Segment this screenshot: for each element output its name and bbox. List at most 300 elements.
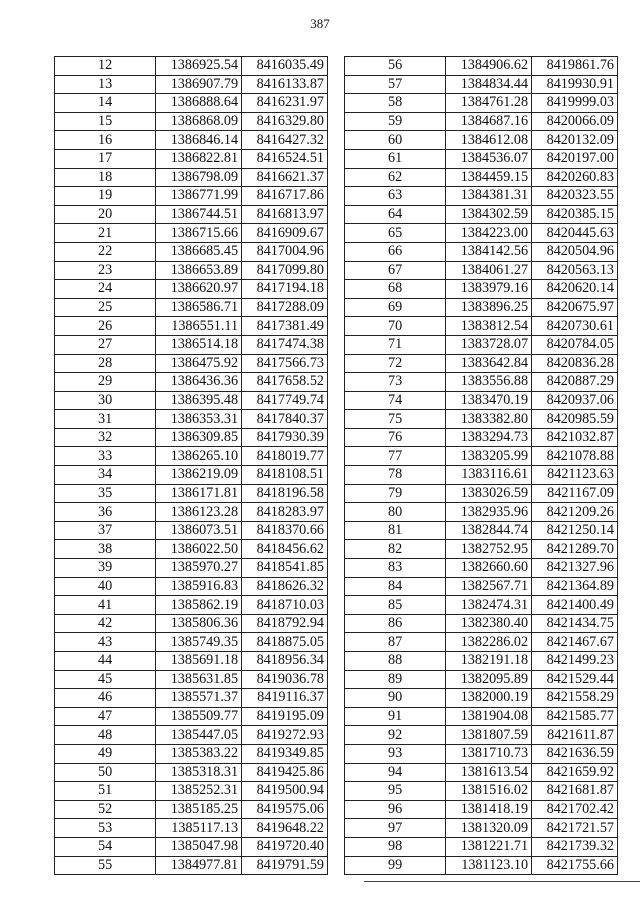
y-coordinate-cell: 8419930.91: [532, 75, 618, 94]
table-row: [345, 242, 618, 261]
table-row: [345, 391, 618, 410]
table-row: [345, 298, 618, 317]
point-number-cell: 26: [55, 317, 156, 336]
x-coordinate-cell: 1384612.08: [446, 131, 532, 150]
y-coordinate-cell: 8420985.59: [532, 410, 618, 429]
point-number-cell: 42: [55, 614, 156, 633]
table-row: [55, 112, 328, 131]
x-coordinate-cell: 1385509.77: [156, 707, 242, 726]
y-coordinate-cell: 8420887.29: [532, 373, 618, 392]
x-coordinate-cell: 1384302.59: [446, 205, 532, 224]
point-number-cell: 43: [55, 633, 156, 652]
footer-rule: [364, 881, 640, 882]
point-number-cell: 63: [345, 187, 446, 206]
point-number-cell: 38: [55, 540, 156, 559]
y-coordinate-cell: 8421289.70: [532, 540, 618, 559]
y-coordinate-cell: 8419861.76: [532, 57, 618, 76]
y-coordinate-cell: 8421681.87: [532, 782, 618, 801]
point-number-cell: 83: [345, 559, 446, 578]
x-coordinate-cell: 1381710.73: [446, 744, 532, 763]
point-number-cell: 17: [55, 149, 156, 168]
x-coordinate-cell: 1381807.59: [446, 726, 532, 745]
y-coordinate-cell: 8416621.37: [242, 168, 328, 187]
y-coordinate-cell: 8416427.32: [242, 131, 328, 150]
y-coordinate-cell: 8417099.80: [242, 261, 328, 280]
x-coordinate-cell: 1386907.79: [156, 75, 242, 94]
point-number-cell: 47: [55, 707, 156, 726]
table-row: [55, 559, 328, 578]
point-number-cell: 21: [55, 224, 156, 243]
y-coordinate-cell: 8421327.96: [532, 559, 618, 578]
x-coordinate-cell: 1386888.64: [156, 94, 242, 113]
y-coordinate-cell: 8419195.09: [242, 707, 328, 726]
table-row: [55, 391, 328, 410]
table-row: [345, 559, 618, 578]
y-coordinate-cell: 8419720.40: [242, 837, 328, 856]
table-row: [345, 354, 618, 373]
table-row: [55, 410, 328, 429]
y-coordinate-cell: 8420730.61: [532, 317, 618, 336]
point-number-cell: 46: [55, 689, 156, 708]
y-coordinate-cell: 8417930.39: [242, 428, 328, 447]
table-row: [55, 577, 328, 596]
y-coordinate-cell: 8421467.67: [532, 633, 618, 652]
x-coordinate-cell: 1385047.98: [156, 837, 242, 856]
y-coordinate-cell: 8421499.23: [532, 652, 618, 671]
x-coordinate-cell: 1384834.44: [446, 75, 532, 94]
point-number-cell: 96: [345, 800, 446, 819]
x-coordinate-cell: 1381123.10: [446, 856, 532, 875]
y-coordinate-cell: 8417474.38: [242, 335, 328, 354]
y-coordinate-cell: 8419116.37: [242, 689, 328, 708]
x-coordinate-cell: 1382935.96: [446, 503, 532, 522]
y-coordinate-cell: 8420323.55: [532, 187, 618, 206]
table-row: [55, 466, 328, 485]
y-coordinate-cell: 8421585.77: [532, 707, 618, 726]
x-coordinate-cell: 1386551.11: [156, 317, 242, 336]
point-number-cell: 54: [55, 837, 156, 856]
point-number-cell: 90: [345, 689, 446, 708]
point-number-cell: 31: [55, 410, 156, 429]
y-coordinate-cell: 8420620.14: [532, 280, 618, 299]
x-coordinate-cell: 1386925.54: [156, 57, 242, 76]
table-row: [55, 242, 328, 261]
point-number-cell: 25: [55, 298, 156, 317]
point-number-cell: 99: [345, 856, 446, 875]
table-row: [55, 317, 328, 336]
point-number-cell: 80: [345, 503, 446, 522]
y-coordinate-cell: 8421400.49: [532, 596, 618, 615]
y-coordinate-cell: 8418019.77: [242, 447, 328, 466]
table-row: [55, 335, 328, 354]
point-number-cell: 84: [345, 577, 446, 596]
x-coordinate-cell: 1383205.99: [446, 447, 532, 466]
x-coordinate-cell: 1385749.35: [156, 633, 242, 652]
x-coordinate-cell: 1382567.71: [446, 577, 532, 596]
y-coordinate-cell: 8419425.86: [242, 763, 328, 782]
point-number-cell: 78: [345, 466, 446, 485]
point-number-cell: 34: [55, 466, 156, 485]
point-number-cell: 66: [345, 242, 446, 261]
point-number-cell: 51: [55, 782, 156, 801]
y-coordinate-cell: 8416329.80: [242, 112, 328, 131]
point-number-cell: 22: [55, 242, 156, 261]
y-coordinate-cell: 8417749.74: [242, 391, 328, 410]
point-number-cell: 45: [55, 670, 156, 689]
point-number-cell: 91: [345, 707, 446, 726]
y-coordinate-cell: 8417288.09: [242, 298, 328, 317]
table-row: [345, 168, 618, 187]
point-number-cell: 44: [55, 652, 156, 671]
table-row: [345, 652, 618, 671]
table-row: [345, 782, 618, 801]
point-number-cell: 56: [345, 57, 446, 76]
table-row: [55, 205, 328, 224]
y-coordinate-cell: 8418283.97: [242, 503, 328, 522]
x-coordinate-cell: 1385318.31: [156, 763, 242, 782]
x-coordinate-cell: 1383812.54: [446, 317, 532, 336]
table-row: [345, 614, 618, 633]
table-row: [345, 317, 618, 336]
table-row: [345, 856, 618, 875]
x-coordinate-cell: 1382752.95: [446, 540, 532, 559]
table-row: [345, 689, 618, 708]
point-number-cell: 50: [55, 763, 156, 782]
point-number-cell: 12: [55, 57, 156, 76]
point-number-cell: 93: [345, 744, 446, 763]
y-coordinate-cell: 8416133.87: [242, 75, 328, 94]
point-number-cell: 88: [345, 652, 446, 671]
y-coordinate-cell: 8421529.44: [532, 670, 618, 689]
x-coordinate-cell: 1386846.14: [156, 131, 242, 150]
table-row: [345, 744, 618, 763]
point-number-cell: 64: [345, 205, 446, 224]
y-coordinate-cell: 8417004.96: [242, 242, 328, 261]
table-row: [55, 837, 328, 856]
point-number-cell: 55: [55, 856, 156, 875]
y-coordinate-cell: 8416717.86: [242, 187, 328, 206]
y-coordinate-cell: 8421611.87: [532, 726, 618, 745]
x-coordinate-cell: 1385571.37: [156, 689, 242, 708]
table-row: [55, 503, 328, 522]
x-coordinate-cell: 1383642.84: [446, 354, 532, 373]
point-number-cell: 76: [345, 428, 446, 447]
y-coordinate-cell: 8418541.85: [242, 559, 328, 578]
point-number-cell: 75: [345, 410, 446, 429]
x-coordinate-cell: 1384381.31: [446, 187, 532, 206]
table-row: [345, 280, 618, 299]
x-coordinate-cell: 1383728.07: [446, 335, 532, 354]
point-number-cell: 53: [55, 819, 156, 838]
x-coordinate-cell: 1386436.36: [156, 373, 242, 392]
table-row: [345, 57, 618, 76]
y-coordinate-cell: 8420445.63: [532, 224, 618, 243]
y-coordinate-cell: 8420066.09: [532, 112, 618, 131]
table-row: [345, 410, 618, 429]
x-coordinate-cell: 1381516.02: [446, 782, 532, 801]
x-coordinate-cell: 1386620.97: [156, 280, 242, 299]
y-coordinate-cell: 8421636.59: [532, 744, 618, 763]
point-number-cell: 59: [345, 112, 446, 131]
table-row: [345, 540, 618, 559]
table-row: [345, 521, 618, 540]
point-number-cell: 77: [345, 447, 446, 466]
y-coordinate-cell: 8420197.00: [532, 149, 618, 168]
point-number-cell: 97: [345, 819, 446, 838]
table-row: [55, 75, 328, 94]
x-coordinate-cell: 1386715.66: [156, 224, 242, 243]
table-row: [345, 261, 618, 280]
x-coordinate-cell: 1383294.73: [446, 428, 532, 447]
y-coordinate-cell: 8416813.97: [242, 205, 328, 224]
y-coordinate-cell: 8419500.94: [242, 782, 328, 801]
y-coordinate-cell: 8420504.96: [532, 242, 618, 261]
x-coordinate-cell: 1386475.92: [156, 354, 242, 373]
x-coordinate-cell: 1381613.54: [446, 763, 532, 782]
point-number-cell: 37: [55, 521, 156, 540]
y-coordinate-cell: 8417194.18: [242, 280, 328, 299]
y-coordinate-cell: 8421558.29: [532, 689, 618, 708]
point-number-cell: 86: [345, 614, 446, 633]
x-coordinate-cell: 1382474.31: [446, 596, 532, 615]
page-number: 387: [310, 16, 330, 31]
y-coordinate-cell: 8421167.09: [532, 484, 618, 503]
point-number-cell: 40: [55, 577, 156, 596]
y-coordinate-cell: 8420937.06: [532, 391, 618, 410]
x-coordinate-cell: 1382660.60: [446, 559, 532, 578]
point-number-cell: 15: [55, 112, 156, 131]
y-coordinate-cell: 8421721.57: [532, 819, 618, 838]
point-number-cell: 35: [55, 484, 156, 503]
x-coordinate-cell: 1385185.25: [156, 800, 242, 819]
x-coordinate-cell: 1382380.40: [446, 614, 532, 633]
table-row: [345, 373, 618, 392]
x-coordinate-cell: 1383382.80: [446, 410, 532, 429]
x-coordinate-cell: 1384977.81: [156, 856, 242, 875]
x-coordinate-cell: 1386219.09: [156, 466, 242, 485]
point-number-cell: 82: [345, 540, 446, 559]
table-row: [345, 149, 618, 168]
x-coordinate-cell: 1386123.28: [156, 503, 242, 522]
x-coordinate-cell: 1385862.19: [156, 596, 242, 615]
y-coordinate-cell: 8417840.37: [242, 410, 328, 429]
x-coordinate-cell: 1386353.31: [156, 410, 242, 429]
table-row: [55, 57, 328, 76]
point-number-cell: 95: [345, 782, 446, 801]
x-coordinate-cell: 1386685.45: [156, 242, 242, 261]
table-row: [55, 689, 328, 708]
y-coordinate-cell: 8418456.62: [242, 540, 328, 559]
point-number-cell: 68: [345, 280, 446, 299]
x-coordinate-cell: 1383979.16: [446, 280, 532, 299]
point-number-cell: 23: [55, 261, 156, 280]
point-number-cell: 27: [55, 335, 156, 354]
point-number-cell: 74: [345, 391, 446, 410]
table-row: [345, 800, 618, 819]
table-row: [345, 112, 618, 131]
y-coordinate-cell: 8416035.49: [242, 57, 328, 76]
x-coordinate-cell: 1385806.36: [156, 614, 242, 633]
y-coordinate-cell: 8421078.88: [532, 447, 618, 466]
table-row: [55, 744, 328, 763]
y-coordinate-cell: 8418792.94: [242, 614, 328, 633]
table-row: [55, 224, 328, 243]
table-row: [345, 335, 618, 354]
point-number-cell: 67: [345, 261, 446, 280]
x-coordinate-cell: 1382191.18: [446, 652, 532, 671]
point-number-cell: 70: [345, 317, 446, 336]
point-number-cell: 16: [55, 131, 156, 150]
table-row: [55, 782, 328, 801]
x-coordinate-cell: 1384223.00: [446, 224, 532, 243]
table-row: [345, 763, 618, 782]
table-row: [55, 819, 328, 838]
table-row: [55, 596, 328, 615]
y-coordinate-cell: 8419648.22: [242, 819, 328, 838]
x-coordinate-cell: 1383470.19: [446, 391, 532, 410]
table-row: [345, 466, 618, 485]
coordinates-table-right: [344, 56, 618, 875]
point-number-cell: 20: [55, 205, 156, 224]
y-coordinate-cell: 8416909.67: [242, 224, 328, 243]
y-coordinate-cell: 8419999.03: [532, 94, 618, 113]
table-row: [55, 354, 328, 373]
table-row: [345, 596, 618, 615]
y-coordinate-cell: 8418875.05: [242, 633, 328, 652]
x-coordinate-cell: 1386265.10: [156, 447, 242, 466]
x-coordinate-cell: 1384061.27: [446, 261, 532, 280]
x-coordinate-cell: 1382000.19: [446, 689, 532, 708]
y-coordinate-cell: 8420675.97: [532, 298, 618, 317]
y-coordinate-cell: 8416231.97: [242, 94, 328, 113]
x-coordinate-cell: 1383896.25: [446, 298, 532, 317]
table-row: [345, 633, 618, 652]
table-row: [55, 633, 328, 652]
table-row: [55, 521, 328, 540]
y-coordinate-cell: 8419575.06: [242, 800, 328, 819]
x-coordinate-cell: 1384687.16: [446, 112, 532, 131]
point-number-cell: 19: [55, 187, 156, 206]
point-number-cell: 30: [55, 391, 156, 410]
y-coordinate-cell: 8419036.78: [242, 670, 328, 689]
y-coordinate-cell: 8420563.13: [532, 261, 618, 280]
x-coordinate-cell: 1385252.31: [156, 782, 242, 801]
point-number-cell: 41: [55, 596, 156, 615]
y-coordinate-cell: 8421755.66: [532, 856, 618, 875]
table-row: [55, 484, 328, 503]
table-row: [55, 131, 328, 150]
x-coordinate-cell: 1384906.62: [446, 57, 532, 76]
point-number-cell: 32: [55, 428, 156, 447]
x-coordinate-cell: 1386395.48: [156, 391, 242, 410]
table-row: [55, 94, 328, 113]
y-coordinate-cell: 8418108.51: [242, 466, 328, 485]
table-row: [55, 447, 328, 466]
x-coordinate-cell: 1386868.09: [156, 112, 242, 131]
y-coordinate-cell: 8418956.34: [242, 652, 328, 671]
x-coordinate-cell: 1382844.74: [446, 521, 532, 540]
y-coordinate-cell: 8418626.32: [242, 577, 328, 596]
table-row: [345, 670, 618, 689]
y-coordinate-cell: 8420260.83: [532, 168, 618, 187]
table-row: [55, 652, 328, 671]
table-row: [55, 280, 328, 299]
point-number-cell: 69: [345, 298, 446, 317]
x-coordinate-cell: 1386309.85: [156, 428, 242, 447]
y-coordinate-cell: 8420784.05: [532, 335, 618, 354]
point-number-cell: 24: [55, 280, 156, 299]
table-row: [345, 726, 618, 745]
x-coordinate-cell: 1385970.27: [156, 559, 242, 578]
table-row: [55, 540, 328, 559]
y-coordinate-cell: 8421250.14: [532, 521, 618, 540]
x-coordinate-cell: 1385117.13: [156, 819, 242, 838]
y-coordinate-cell: 8418370.66: [242, 521, 328, 540]
y-coordinate-cell: 8418196.58: [242, 484, 328, 503]
x-coordinate-cell: 1381320.09: [446, 819, 532, 838]
point-number-cell: 62: [345, 168, 446, 187]
y-coordinate-cell: 8419791.59: [242, 856, 328, 875]
table-row: [55, 707, 328, 726]
table-row: [55, 670, 328, 689]
coordinates-table-left: [54, 56, 328, 875]
x-coordinate-cell: 1386514.18: [156, 335, 242, 354]
x-coordinate-cell: 1385447.05: [156, 726, 242, 745]
x-coordinate-cell: 1381418.19: [446, 800, 532, 819]
y-coordinate-cell: 8418710.03: [242, 596, 328, 615]
x-coordinate-cell: 1386744.51: [156, 205, 242, 224]
table-row: [345, 707, 618, 726]
x-coordinate-cell: 1385916.83: [156, 577, 242, 596]
point-number-cell: 61: [345, 149, 446, 168]
table-row: [55, 763, 328, 782]
x-coordinate-cell: 1386022.50: [156, 540, 242, 559]
point-number-cell: 48: [55, 726, 156, 745]
point-number-cell: 71: [345, 335, 446, 354]
point-number-cell: 94: [345, 763, 446, 782]
x-coordinate-cell: 1386771.99: [156, 187, 242, 206]
x-coordinate-cell: 1381904.08: [446, 707, 532, 726]
point-number-cell: 33: [55, 447, 156, 466]
point-number-cell: 39: [55, 559, 156, 578]
point-number-cell: 89: [345, 670, 446, 689]
table-row: [345, 819, 618, 838]
table-row: [55, 168, 328, 187]
table-row: [345, 224, 618, 243]
table-row: [55, 614, 328, 633]
table-row: [345, 187, 618, 206]
y-coordinate-cell: 8421123.63: [532, 466, 618, 485]
x-coordinate-cell: 1386822.81: [156, 149, 242, 168]
y-coordinate-cell: 8420385.15: [532, 205, 618, 224]
point-number-cell: 72: [345, 354, 446, 373]
table-row: [345, 837, 618, 856]
y-coordinate-cell: 8420836.28: [532, 354, 618, 373]
table-row: [55, 856, 328, 875]
point-number-cell: 14: [55, 94, 156, 113]
point-number-cell: 18: [55, 168, 156, 187]
y-coordinate-cell: 8420132.09: [532, 131, 618, 150]
table-row: [345, 428, 618, 447]
y-coordinate-cell: 8419272.93: [242, 726, 328, 745]
table-row: [345, 205, 618, 224]
table-row: [55, 261, 328, 280]
y-coordinate-cell: 8421434.75: [532, 614, 618, 633]
table-row: [55, 726, 328, 745]
point-number-cell: 49: [55, 744, 156, 763]
point-number-cell: 57: [345, 75, 446, 94]
x-coordinate-cell: 1384536.07: [446, 149, 532, 168]
